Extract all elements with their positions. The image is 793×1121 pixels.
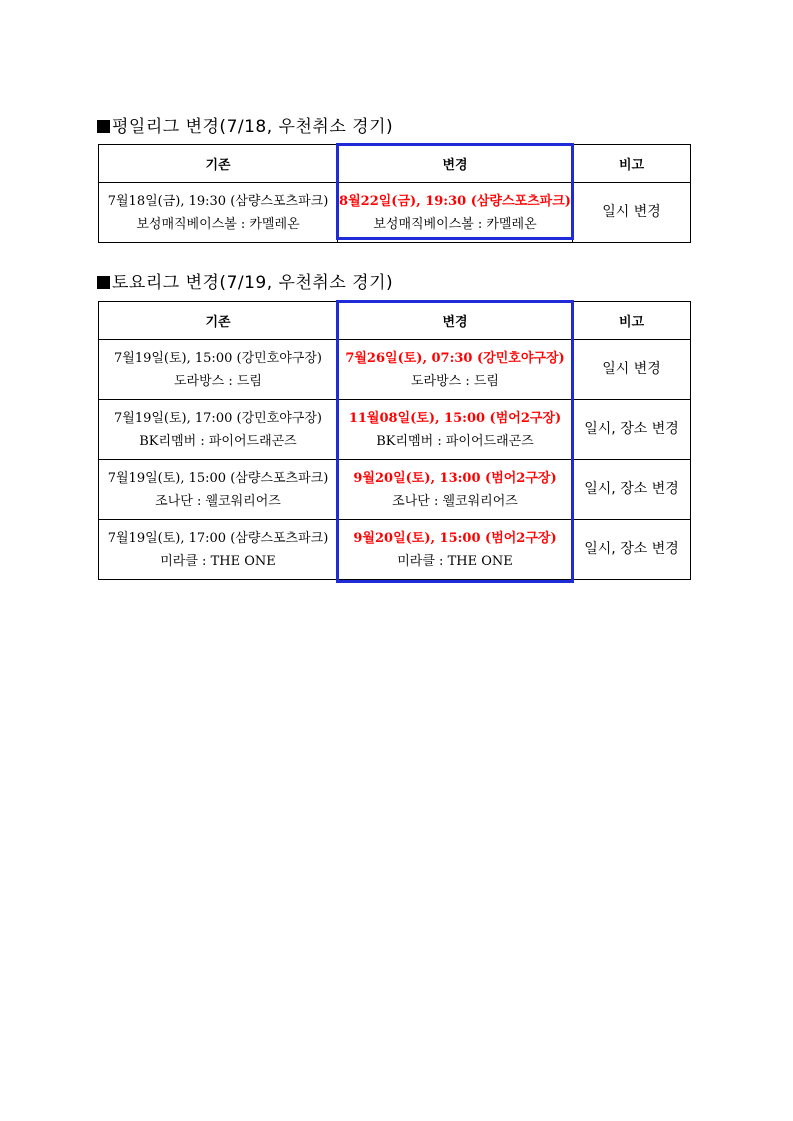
table-row [99, 400, 691, 460]
changed-cell [338, 520, 573, 580]
header-original: 기존 [99, 145, 338, 183]
table-row [99, 520, 691, 580]
header-changed: 변경 [338, 145, 573, 183]
original-datetime: 7월18일(금), 19:30 (삼량스포츠파크) [107, 193, 329, 209]
changed-datetime: 11월08일(토), 15:00 (범어2구장) [348, 410, 562, 426]
original-cell [99, 520, 338, 580]
header-changed: 변경 [338, 302, 573, 340]
table-row [99, 340, 691, 400]
original-matchup: 조나단 : 웰코워리어즈 [155, 493, 281, 509]
changed-datetime: 9월20일(토), 15:00 (범어2구장) [353, 530, 557, 546]
original-cell [99, 340, 338, 400]
original-matchup: BK리멤버 : 파이어드래곤즈 [139, 433, 297, 449]
changed-matchup: 도라방스 : 드림 [411, 373, 499, 389]
changed-cell [338, 340, 573, 400]
changed-datetime: 8월22일(금), 19:30 (삼량스포츠파크) [339, 193, 571, 209]
original-matchup: 보성매직베이스볼 : 카멜레온 [136, 216, 300, 232]
original-cell [99, 400, 338, 460]
original-matchup: 도라방스 : 드림 [174, 373, 262, 389]
changed-matchup: BK리멤버 : 파이어드래곤즈 [376, 433, 534, 449]
changed-cell [338, 183, 573, 243]
changed-matchup: 보성매직베이스볼 : 카멜레온 [373, 216, 537, 232]
original-matchup: 미라클 : THE ONE [160, 553, 276, 569]
table-header-row [99, 145, 691, 183]
weekday-schedule-table [98, 144, 691, 243]
original-datetime: 7월19일(토), 15:00 (강민호야구장) [114, 350, 322, 366]
table-row [99, 460, 691, 520]
table-row [99, 183, 691, 243]
changed-cell [338, 460, 573, 520]
original-cell [99, 460, 338, 520]
original-datetime: 7월19일(토), 15:00 (삼량스포츠파크) [107, 470, 329, 486]
note-cell: 일시 변경 [573, 183, 691, 243]
weekday-section-title: 평일리그 변경(7/18, 우천취소 경기) [97, 112, 393, 137]
note-cell: 일시, 장소 변경 [573, 520, 691, 580]
original-datetime: 7월19일(토), 17:00 (강민호야구장) [114, 410, 322, 426]
changed-matchup: 미라클 : THE ONE [397, 553, 513, 569]
note-cell: 일시, 장소 변경 [573, 400, 691, 460]
note-cell: 일시 변경 [573, 340, 691, 400]
square-bullet-icon [97, 276, 110, 289]
saturday-schedule-table [98, 301, 691, 580]
changed-matchup: 조나단 : 웰코워리어즈 [392, 493, 518, 509]
header-original: 기존 [99, 302, 338, 340]
changed-datetime: 7월26일(토), 07:30 (강민호야구장) [345, 350, 565, 366]
square-bullet-icon [97, 120, 110, 133]
changed-datetime: 9월20일(토), 13:00 (범어2구장) [353, 470, 557, 486]
saturday-section-title: 토요리그 변경(7/19, 우천취소 경기) [97, 268, 393, 293]
table-header-row [99, 302, 691, 340]
note-cell: 일시, 장소 변경 [573, 460, 691, 520]
original-cell [99, 183, 338, 243]
original-datetime: 7월19일(토), 17:00 (삼량스포츠파크) [107, 530, 329, 546]
changed-cell [338, 400, 573, 460]
header-note: 비고 [573, 302, 691, 340]
header-note: 비고 [573, 145, 691, 183]
